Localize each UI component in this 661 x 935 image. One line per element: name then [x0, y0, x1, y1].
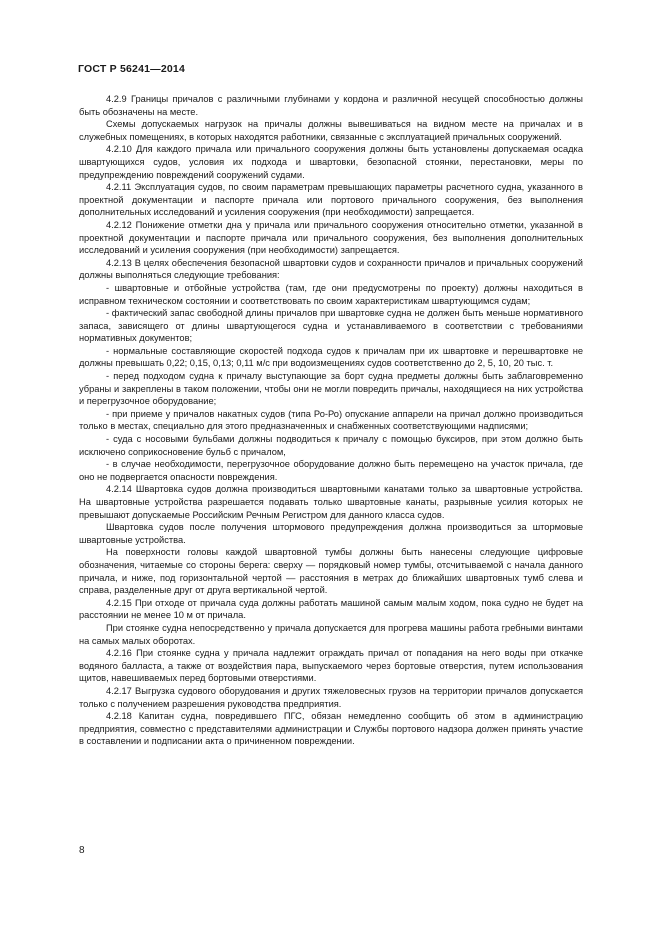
paragraph-4-2-15: 4.2.15 При отходе от причала суда должны работать машиной самым малым ходом, пока судно не будет на расстоянии не менее 10 м от причала. [79, 597, 583, 621]
paragraph-4-2-17: 4.2.17 Выгрузка судового оборудования и других тяжеловесных грузов на территории причалов допускается только с получением разрешения руководства предприятия. [79, 685, 583, 709]
paragraph-bollard-marking: На поверхности головы каждой швартовной тумбы должны быть нанесены следующие цифровые обозначения, читаемые со стороны берега: сверху — порядковый номер тумбы, отсчитываемой с начала данного причала, и ниже, под горизонтальной чертой — расстояния в метрах до ближайших швартовных тумб слева и справа, разделенные друг от друга вертикальной чертой. [79, 547, 583, 596]
document-header: ГОСТ Р 56241—2014 [78, 63, 186, 75]
list-item-mooring-devices: - швартовные и отбойные устройства (там, где они предусмотрены по проекту) должны находиться в исправном техническом состоянии и соответствовать по своим характеристикам швартующимся судам; [79, 282, 583, 306]
list-item-equipment-relocation: - в случае необходимости, перегрузочное оборудование должно быть перемещено на участок причала, где оно не подвергается опасности повреждения. [79, 459, 583, 482]
paragraph-4-2-18: 4.2.18 Капитан судна, повредившего ПГС, обязан немедленно сообщить об этом в администрацию предприятия, совместно с представителями администрации и Службы портового надзора должен принять участие в составлении и подписании акта о причиненном повреждении. [79, 711, 583, 747]
paragraph-engine-warmup: При стоянке судна непосредственно у причала допускается для прогрева машины работа гребными винтами на самых малых оборотах. [79, 622, 583, 646]
paragraph-4-2-12: 4.2.12 Понижение отметки дна у причала или причального сооружения относительно отметки, указанной в проектной документации и паспорте причала или причального сооружения, без выполнения дополнительных исследований и усиления сооружения (при необходимости) запрещается. [79, 219, 583, 256]
list-item-approach-speeds: - нормальные составляющие скоростей подхода судов к причалам при их швартовке и перешвартовке не должны превышать 0,22; 0,15, 0,13; 0,11 м/с при водоизмещениях судов соответственно до 2, 5, 10, 20 тыс. т. [79, 345, 583, 369]
list-item-bulbous-bow: - суда с носовыми бульбами должны подводиться к причалу с помощью буксиров, при этом должно быть исключено соприкосновение бульб с причалом, [79, 434, 583, 457]
paragraph-load-schemes: Схемы допускаемых нагрузок на причалы должны вывешиваться на видном месте на причалах и в служебных помещениях, в которых находятся работники, связанные с эксплуатацией причальных сооружений. [79, 119, 583, 142]
paragraph-4-2-10: 4.2.10 Для каждого причала или причального сооружения должны быть установлены допускаемая осадка швартующихся судов, условия их подхода и швартовки, безопасной стоянки, перестановки, меры по предупреждению повреждений сооружений судами. [79, 144, 583, 180]
list-item-free-length: - фактический запас свободной длины причалов при швартовке судна не должен быть меньше нормативного запаса, зависящего от длины швартующегося судна и устанавливаемого в соответствии с требованиями нормативных документов; [79, 308, 583, 344]
paragraph-4-2-14: 4.2.14 Швартовка судов должна производиться швартовными канатами только за швартовные устройства. На швартовные устройства разрешается подавать только швартовные канаты, разрывные усилия которых не превышают допускаемые Российским Речным Регистром для данного класса судов. [79, 484, 583, 520]
list-item-roro-ramp: - при приеме у причалов накатных судов (типа Ро-Ро) опускание аппарели на причал должно производиться только в местах, специально для этого предназначенных и снабженных соответствующими надписями; [79, 408, 583, 432]
document-body [79, 93, 583, 748]
paragraph-4-2-11: 4.2.11 Эксплуатация судов, по своим параметрам превышающих параметры расчетного судна, указанного в проектной документации и паспорте причала или портового причального сооружения, без выполнения дополнительных исследований и усиления сооружения (при необходимости) запрещается. [79, 182, 583, 218]
paragraph-4-2-9: 4.2.9 Границы причалов с различными глубинами у кордона и различной несущей способностью должны быть обозначены на месте. [79, 94, 583, 117]
paragraph-storm-mooring: Швартовка судов после получения штормового предупреждения должна производиться за штормовые швартовные устройства. [79, 522, 583, 545]
page-number: 8 [79, 845, 85, 856]
paragraph-4-2-16: 4.2.16 При стоянке судна у причала надлежит ограждать причал от попадания на него воды при откачке водяного балласта, а также от воздействия пара, выпускаемого через бортовые отверстия, путем использования щитов, навешиваемых перед бортовыми отверстиями. [79, 648, 583, 684]
paragraph-4-2-13: 4.2.13 В целях обеспечения безопасной швартовки судов и сохранности причалов и причальных сооружений должны выполняться следующие требования: [79, 257, 583, 281]
list-item-protruding-objects: - перед подходом судна к причалу выступающие за борт судна предметы должны быть заблаговременно убраны и закреплены в таком положении, чтобы они не могли повредить причалы, находящиеся на них устройства и перегрузочное оборудование; [79, 371, 583, 407]
